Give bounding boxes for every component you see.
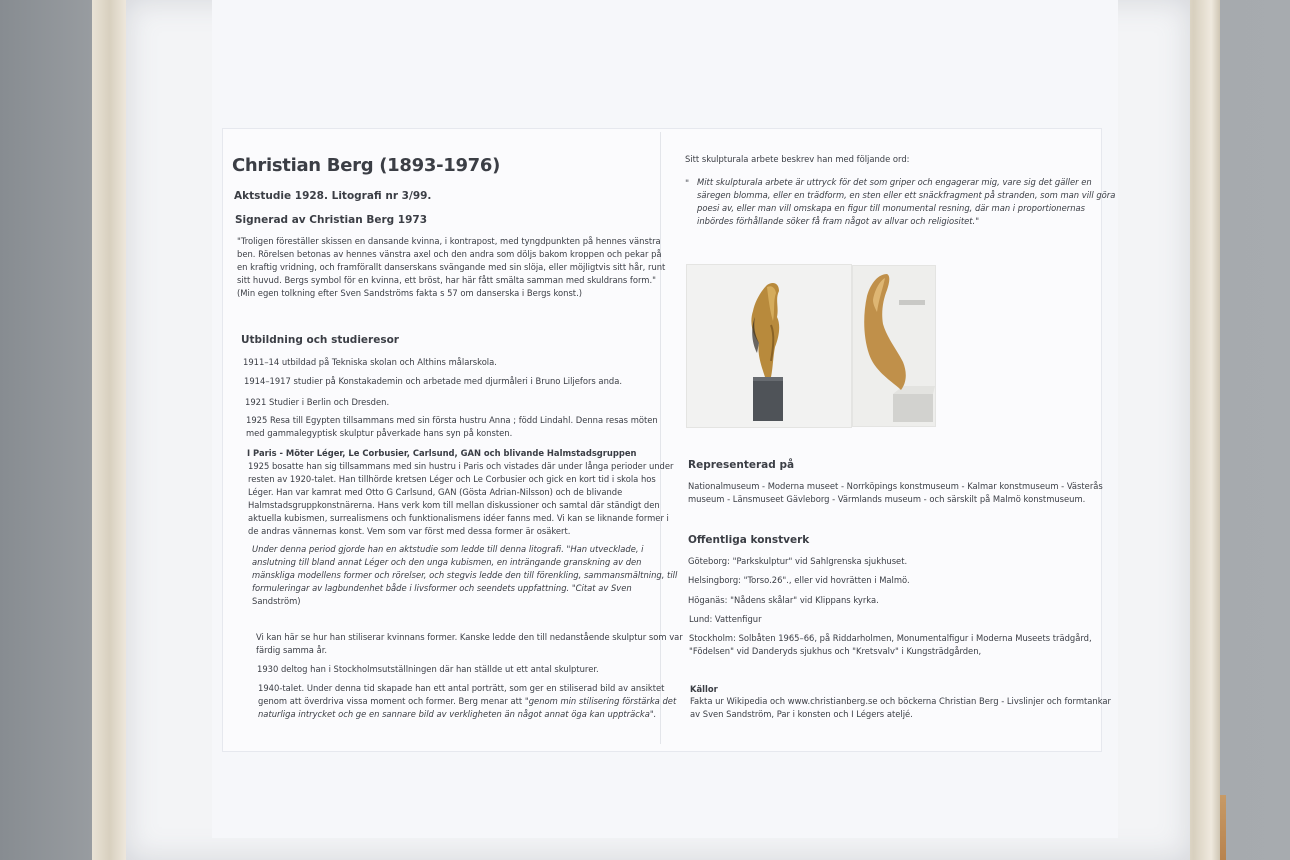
sculpture-photo-front	[686, 264, 852, 428]
period-quote	[252, 543, 677, 608]
education-item: 1911–14 utbildad på Tekniska skolan och Althins målarskola.	[243, 357, 497, 367]
artist-quote-line: inbördes förhållande söker få fram något av allvar och religiositet."	[697, 216, 980, 226]
artist-quote-line: Mitt skulpturala arbete är uttryck för det som griper och engagerar mig, vare sig det gäller en	[697, 177, 1092, 187]
sources-line: av Sven Sandström, Par i konsten och I Légers ateljé.	[690, 709, 913, 719]
education-item: 1914–1917 studier på Konstakademin och arbetade med djurmåleri i Bruno Liljefors anda.	[244, 376, 622, 386]
period-quote-line: Sandström)	[252, 596, 301, 606]
intro-line: (Min egen tolkning efter Sven Sandströms fakta s 57 om danserska i Bergs konst.)	[237, 288, 583, 298]
education-heading: Utbildning och studieresor	[241, 334, 399, 346]
period-quote-line: formuleringar av lagbundenhet både i livsformer och seendets uppfattning. "Citat av Sven	[252, 583, 632, 593]
sources-text	[690, 695, 1111, 721]
represented-list	[688, 480, 1103, 506]
edu4-line: 1925 Resa till Egypten tillsammans med sin första hustru Anna ; född Lindahl. Denna resas möten	[246, 415, 658, 425]
bronze-figure-image	[853, 266, 935, 426]
period-quote-line: Under denna period gjorde han en aktstudie som ledde till denna litografi. "Han utvecklade, i	[252, 544, 644, 554]
education-item: 1921 Studier i Berlin och Dresden.	[245, 397, 390, 407]
right-intro: Sitt skulpturala arbete beskrev han med följande ord:	[685, 154, 910, 164]
paris-paragraph	[248, 460, 673, 538]
stylize-line: Vi kan här se hur han stiliserar kvinnans former. Kanske ledde den till nedanstående skulptur som var	[256, 632, 683, 642]
sculpture-photo-side	[852, 265, 936, 427]
public5-line: "Födelsen" vid Danderyds sjukhus och "Kretsvalv" i Kungsträdgården,	[689, 646, 982, 656]
public5-line: Stockholm: Solbåten 1965–66, på Riddarholmen, Monumentalfigur i Moderna Museets trädgård,	[689, 633, 1092, 643]
represented-line: Nationalmuseum - Moderna museet - Norrköpings konstmuseum - Kalmar konstmuseum - Västerås	[688, 481, 1103, 491]
intro-line: sitt huvud. Bergs symbol för en kvinna, ett bröst, har här fått smälta samman med skuldrans form."	[237, 275, 656, 285]
artist-quote-line: poesi av, eller man vill omskapa en figur till monumental resning, där man i proportionernas	[697, 203, 1086, 213]
bronze-torso-image	[687, 265, 851, 427]
page-title: Christian Berg (1893-1976)	[232, 155, 501, 176]
forties-line	[258, 695, 676, 708]
quote-mark: "	[685, 179, 690, 189]
forties-quote: genom min stilisering förstärka det	[528, 696, 677, 706]
public-work-item: Göteborg: "Parkskulptur" vid Sahlgrenska sjukhuset.	[688, 556, 908, 566]
edu4-line: med gammalegyptisk skulptur påverkade hans syn på konsten.	[246, 428, 513, 438]
paris-line: Halmstadsgruppkonstnärerna. Hans verk kom till mellan diskussioner och samtal där ständigt den	[248, 500, 660, 510]
period-quote-line: anslutning till bland annat Léger och den unga kubismen, en inträngande granskning av den	[252, 557, 642, 567]
paris-line: Léger. Han var kamrat med Otto G Carlsund, GAN (Gösta Adrian-Nilsson) och de blivande	[248, 487, 623, 497]
paris-line: 1925 bosatte han sig tillsammans med sin hustru i Paris och vistades där under långa perioder under	[248, 461, 674, 471]
public-work-item	[689, 632, 1092, 658]
education-item	[246, 414, 658, 440]
paris-line: resten av 1920-talet. Han tillhörde kretsen Léger och Le Corbusier och gick en kort tid i skola hos	[248, 474, 656, 484]
intro-line: ben. Rörelsen betonas av hennes vänstra axel och den andra som döljs bakom kroppen och pekar på	[237, 249, 662, 259]
forties-paragraph	[258, 682, 676, 721]
exhibition-1930: 1930 deltog han i Stockholmsutställningen där han ställde ut ett antal skulpturer.	[257, 664, 599, 674]
signature-subtitle: Signerad av Christian Berg 1973	[235, 214, 428, 226]
artist-quote-line: säregen blomma, eller en trädform, en sten eller ett snäckfragment på stranden, som man vill göra	[697, 190, 1116, 200]
paris-line: de andras vännernas konst. Vem som var först med dessa former är osäkert.	[248, 526, 571, 536]
intro-line: "Troligen föreställer skissen en dansande kvinna, i kontrapost, med tyngdpunkten på hennes vänstra	[237, 236, 661, 246]
paris-line: aktuella kubismen, surrealismens och funktionalismens idéer fanns med. Vi kan se liknande former i	[248, 513, 669, 523]
stylize-line: färdig samma år.	[256, 645, 328, 655]
sources-heading: Källor	[690, 684, 718, 694]
intro-line: en kraftig vridning, och framförallt danserskans svängande med sin slöja, eller möjligtvis sitt hår, runt	[237, 262, 666, 272]
artwork-subtitle: Aktstudie 1928. Litografi nr 3/99.	[234, 190, 432, 202]
represented-line: museum - Länsmuseet Gävleborg - Värmlands museum - och särskilt på Malmö konstmuseum.	[688, 494, 1086, 504]
public-works-heading: Offentliga konstverk	[688, 534, 810, 546]
public-work-item: Lund: Vattenfigur	[689, 614, 762, 624]
public-work-item: Helsingborg: "Torso.26"., eller vid hovrätten i Malmö.	[688, 575, 910, 585]
sources-line: Fakta ur Wikipedia och www.christianberg.se och böckerna Christian Berg - Livslinjer och formtankar	[690, 696, 1111, 706]
forties-line: naturliga intrycket och ge en sannare bild av verkligheten än något annat öga kan uppträcka".	[258, 709, 657, 719]
represented-heading: Representerad på	[688, 459, 795, 471]
paris-heading: I Paris - Möter Léger, Le Corbusier, Carlsund, GAN och blivande Halmstadsgruppen	[247, 448, 637, 458]
artist-quote	[697, 176, 1115, 228]
intro-paragraph	[237, 235, 665, 300]
public-work-item: Höganäs: "Nådens skålar" vid Klippans kyrka.	[688, 595, 879, 605]
forties-text: genom att överdriva vissa moment och former. Berg menar att "	[258, 696, 529, 706]
forties-line: 1940-talet. Under denna tid skapade han ett antal porträtt, som ger en stiliserad bild av ansiktet	[258, 683, 665, 693]
stylize-paragraph	[256, 631, 683, 657]
period-quote-line: mänskliga modellens former och rörelser, och stegvis ledde den till förenkling, sammansmältning, till	[252, 570, 678, 580]
